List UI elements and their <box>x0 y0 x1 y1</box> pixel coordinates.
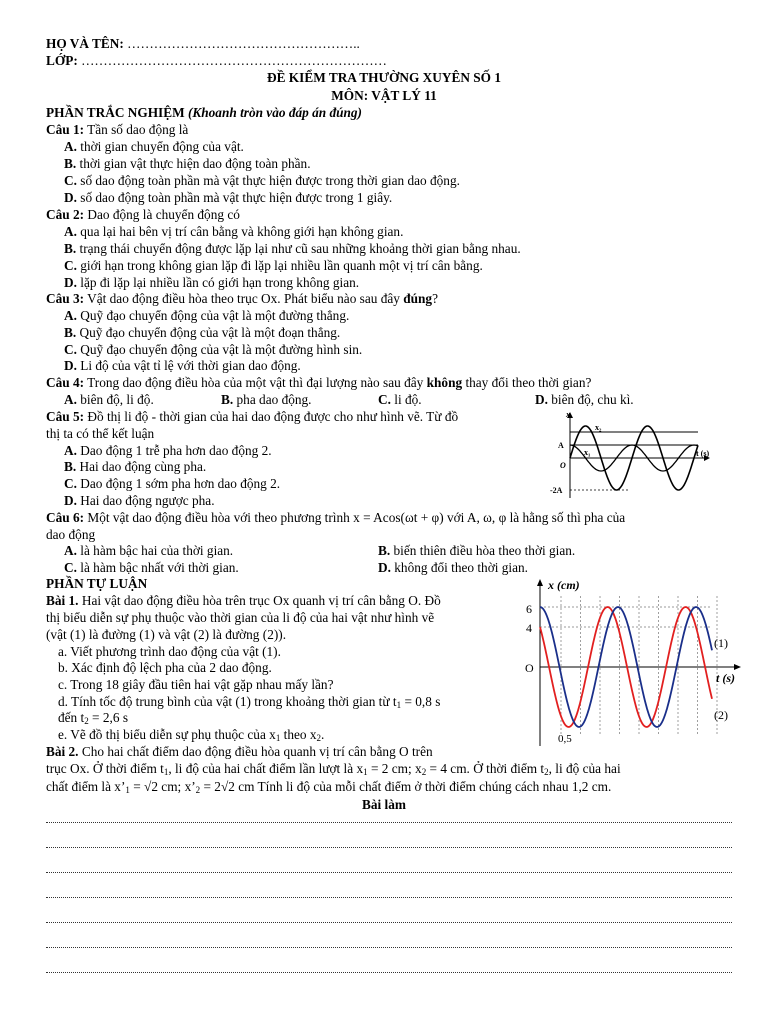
q1-option-d[interactable]: D. số dao động toàn phần mà vật thực hiện được trong 1 giây. <box>64 190 393 205</box>
q5-label-m2A: -2A <box>550 486 563 495</box>
b1-label-4: 4 <box>526 621 532 635</box>
question-5: Câu 5: Đồ thị li độ - thời gian của hai dao động được cho như hình vẽ. Từ đồ <box>46 409 459 424</box>
question-6: Câu 6: Một vật dao động điều hòa với theo phương trình x = Acos(ωt + φ) với A, ω, φ là hằng số thì pha của <box>46 510 626 525</box>
answer-line-6[interactable] <box>46 947 732 948</box>
q4-option-d[interactable]: D. biên độ, chu kì. <box>535 392 634 407</box>
problem-2: Bài 2. Cho hai chất điểm dao động điều hòa quanh vị trí cân bằng O trên <box>46 744 433 759</box>
answer-line-2[interactable] <box>46 847 732 848</box>
q5-option-a[interactable]: A. Dao động 1 trễ pha hơn dao động 2. <box>64 443 272 458</box>
problem-1-line-2: thị biểu diễn sự phụ thuộc vào thời gian của li độ của hai vật như hình vẽ <box>46 610 435 625</box>
answer-line-5[interactable] <box>46 922 732 923</box>
b1-label-curve-1: (1) <box>714 636 728 650</box>
exam-subject: MÔN: VẬT LÝ 11 <box>331 88 437 103</box>
problem-1-part-a: a. Viết phương trình dao động của vật (1). <box>58 644 281 659</box>
q2-option-c[interactable]: C. giới hạn trong không gian lặp đi lặp lại nhiều lần quanh một vị trí cân bằng. <box>64 258 483 273</box>
b1-label-curve-2: (2) <box>714 708 728 722</box>
q6-option-c[interactable]: C. là hàm bậc nhất với thời gian. <box>64 560 239 575</box>
q3-option-b[interactable]: B. Quỹ đạo chuyển động của vật là một đoạn thẳng. <box>64 325 341 340</box>
q5-label-O: O <box>560 461 566 470</box>
answer-line-4[interactable] <box>46 897 732 898</box>
q1-option-a[interactable]: A. thời gian chuyển động của vật. <box>64 139 244 154</box>
b1-graph <box>508 576 744 748</box>
b1-label-t: t (s) <box>716 671 735 685</box>
q5-label-t: t (s) <box>696 449 710 458</box>
exam-title: ĐỀ KIỂM TRA THƯỜNG XUYÊN SỐ 1 <box>267 70 501 85</box>
problem-1-part-d: d. Tính tốc độ trung bình của vật (1) trong khoảng thời gian từ $t_1 = 0,8$ s <box>58 694 441 710</box>
q2-option-a[interactable]: A. qua lại hai bên vị trí cân bằng và không giới hạn không gian. <box>64 224 404 239</box>
q2-option-d[interactable]: D. lặp đi lặp lại nhiều lần có giới hạn trong không gian. <box>64 275 360 290</box>
q4-option-a[interactable]: A. biên độ, li độ. <box>64 392 154 407</box>
question-6-cont: dao động <box>46 527 96 542</box>
q2-option-b[interactable]: B. trạng thái chuyển động được lặp lại như cũ sau những khoảng thời gian bằng nhau. <box>64 241 521 256</box>
q5-label-x1: x₁ <box>584 448 591 457</box>
problem-1: Bài 1. Hai vật dao động điều hòa trên trục Ox quanh vị trí cân bằng O. Đồ <box>46 593 441 608</box>
q5-graph <box>548 410 718 502</box>
q4-option-c[interactable]: C. li độ. <box>378 392 422 407</box>
name-blank[interactable]: …………………………………………….. <box>127 36 360 51</box>
class-blank[interactable]: …………………………………………………………… <box>81 53 387 68</box>
q6-option-d[interactable]: D. không đổi theo thời gian. <box>378 560 528 575</box>
b1-label-6: 6 <box>526 602 532 616</box>
problem-1-line-3: (vật (1) là đường (1) và vật (2) là đường (2)). <box>46 627 287 642</box>
q6-option-a[interactable]: A. là hàm bậc hai của thời gian. <box>64 543 234 558</box>
answer-line-7[interactable] <box>46 972 732 973</box>
q5-option-c[interactable]: C. Dao động 1 sớm pha hơn dao động 2. <box>64 476 281 491</box>
q5-option-d[interactable]: D. Hai dao động ngược pha. <box>64 493 215 508</box>
b1-label-x: x (cm) <box>548 578 580 592</box>
q5-label-x: x <box>566 410 570 419</box>
answer-line-1[interactable] <box>46 822 732 823</box>
b1-grid <box>540 596 717 734</box>
q3-option-d[interactable]: D. Li độ của vật tỉ lệ với thời gian dao động. <box>64 358 301 373</box>
class-label: LỚP: …………………………………………………………… <box>46 53 387 68</box>
question-2: Câu 2: Dao động là chuyển động có <box>46 207 240 222</box>
question-5-cont: thị ta có thể kết luận <box>46 426 155 441</box>
q5-label-x2: x₂ <box>595 423 602 432</box>
q3-option-c[interactable]: C. Quỹ đạo chuyển động của vật là một đường hình sin. <box>64 342 363 357</box>
problem-1-part-b: b. Xác định độ lệch pha của 2 dao động. <box>58 660 272 675</box>
question-4: Câu 4: Trong dao động điều hòa của một vật thì đại lượng nào sau đây không thay đổi theo thời gian? <box>46 375 592 390</box>
q5-label-A: A <box>558 441 564 450</box>
problem-2-line-2: trục Ox. Ở thời điểm $t_1$, li độ của hai chất điểm lần lượt là $x_1 = 2$ cm; $x_2 = 4$ cm. Ở thời điểm $t_2$, li độ của hai <box>46 761 621 777</box>
q6-option-b[interactable]: B. biến thiên điều hòa theo thời gian. <box>378 543 576 558</box>
essay-heading: PHẦN TỰ LUẬN <box>46 576 148 591</box>
problem-1-part-c: c. Trong 18 giây đầu tiên hai vật gặp nhau mấy lần? <box>58 677 334 692</box>
q3-option-a[interactable]: A. Quỹ đạo chuyển động của vật là một đường thẳng. <box>64 308 350 323</box>
name-label: HỌ VÀ TÊN: …………………………………………….. <box>46 36 360 51</box>
question-1: Câu 1: Tần số dao động là <box>46 122 189 137</box>
answer-line-3[interactable] <box>46 872 732 873</box>
problem-1-part-d-cont: đến $t_2 = 2,6$ s <box>58 710 128 726</box>
q5-option-b[interactable]: B. Hai dao động cùng pha. <box>64 459 207 474</box>
q1-option-b[interactable]: B. thời gian vật thực hiện dao động toàn phần. <box>64 156 311 171</box>
b1-t-arrow <box>734 664 741 670</box>
question-3: Câu 3: Vật dao động điều hòa theo trục Ox. Phát biểu nào sau đây đúng? <box>46 291 438 306</box>
q1-option-c[interactable]: C. số dao động toàn phần mà vật thực hiện được trong thời gian dao động. <box>64 173 460 188</box>
problem-1-part-e: e. Vẽ đồ thị biểu diễn sự phụ thuộc của $x_1$ theo $x_2$. <box>58 727 325 743</box>
b1-label-O: O <box>525 661 534 675</box>
b1-x-arrow <box>537 579 543 586</box>
b1-label-05: 0,5 <box>558 733 572 745</box>
q4-option-b[interactable]: B. pha dao động. <box>221 392 312 407</box>
mc-heading: PHẦN TRẮC NGHIỆM (Khoanh tròn vào đáp án đúng) <box>46 105 362 120</box>
work-title: Bài làm <box>362 797 406 812</box>
problem-2-line-3: chất điểm là $x’_1 = √2$ cm; $x’_2 = 2√2$ cm Tính li độ của mỗi chất điểm ở thời điểm chúng cách nhau 1,2 cm. <box>46 779 612 795</box>
